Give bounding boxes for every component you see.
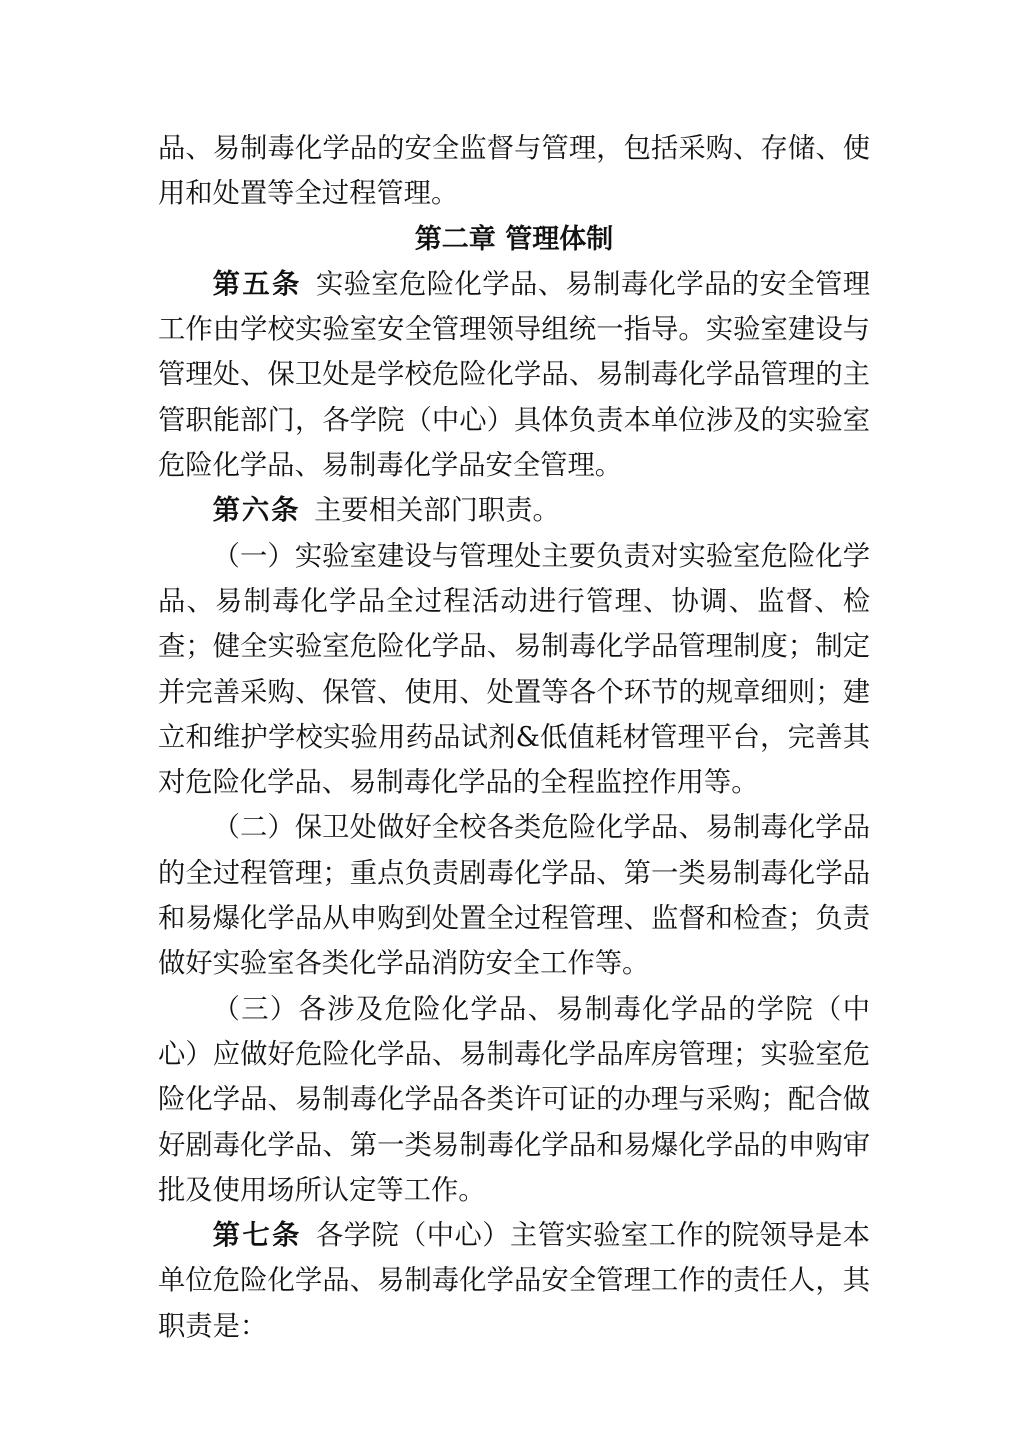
document-page: [158, 126, 870, 1349]
article-6-item-2: （二）保卫处做好全校各类危险化学品、易制毒化学品的全过程管理；重点负责剧毒化学品、第一类易制毒化学品和易爆化学品从申购到处置全过程管理、监督和检查；负责做好实验室各类化学品消防安全工作等。: [158, 812, 870, 980]
article-5-label: 第五条: [212, 268, 302, 300]
article-7-text: 各学院（中心）主管实验室工作的院领导是本单位危险化学品、易制毒化学品安全管理工作的责任人，其职责是：: [158, 1220, 871, 1342]
chapter-title: 第二章 管理体制: [414, 223, 614, 255]
article-5-paragraph: [158, 262, 870, 488]
article-6-item-3: （三）各涉及危险化学品、易制毒化学品的学院（中心）应做好危险化学品、易制毒化学品库房管理；实验室危险化学品、易制毒化学品各类许可证的办理与采购；配合做好剧毒化学品、第一类易制毒化学品和易爆化学品的申购审批及使用场所认定等工作。: [158, 993, 870, 1206]
continuation-paragraph: 品、易制毒化学品的安全监督与管理，包括采购、存储、使用和处置等全过程管理。: [158, 133, 870, 210]
article-6-label: 第六条: [212, 495, 301, 527]
article-6-item-1: （一）实验室建设与管理处主要负责对实验室危险化学品、易制毒化学品全过程活动进行管理、协调、监督、检查；健全实验室危险化学品、易制毒化学品管理制度；制定并完善采购、保管、使用、处置等各个环节的规章细则；建立和维护学校实验用药品试剂&低值耗材管理平台，完善其对危险化学品、易制毒化学品的全程监控作用等。: [158, 540, 870, 799]
article-7-label: 第七条: [212, 1220, 302, 1252]
article-5-text: 实验室危险化学品、易制毒化学品的安全管理工作由学校实验室安全管理领导组统一指导。实验室建设与管理处、保卫处是学校危险化学品、易制毒化学品管理的主管职能部门，各学院（中心）具体负责本单位涉及的实验室危险化学品、易制毒化学品安全管理。: [158, 268, 871, 482]
article-7-paragraph: [158, 1213, 870, 1349]
article-6-paragraph: [158, 488, 870, 533]
article-6-text: 主要相关部门职责。: [314, 495, 560, 527]
